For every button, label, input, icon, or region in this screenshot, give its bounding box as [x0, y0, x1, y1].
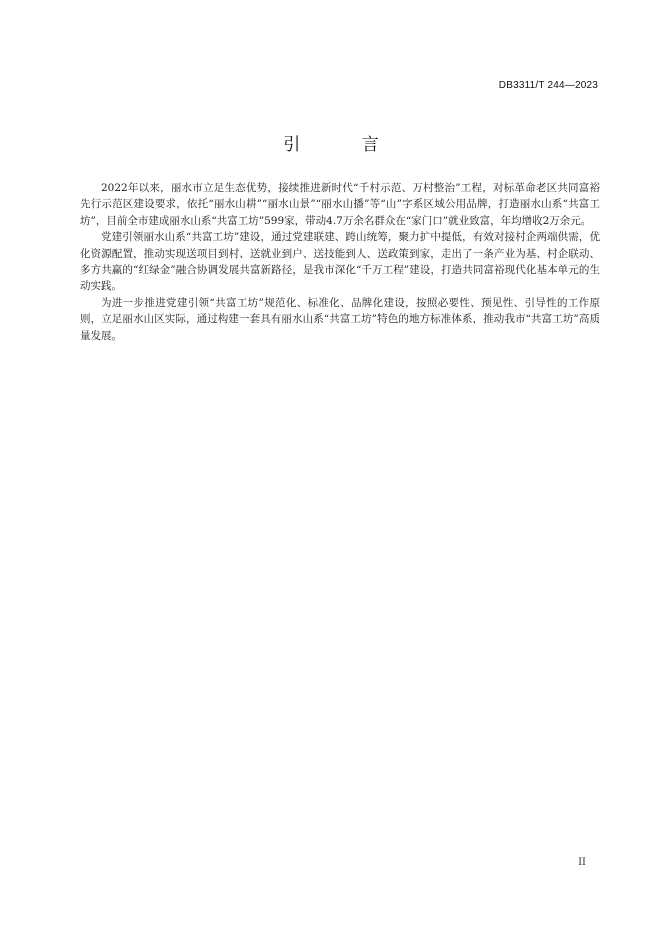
page-title: 引 言: [283, 135, 407, 155]
introduction-body: [80, 180, 600, 344]
paragraph: 2022年以来，丽水市立足生态优势，接续推进新时代“千村示范、万村整治”工程，对标革命老区共同富裕先行示范区建设要求，依托“丽水山耕”“丽水山景”“丽水山播”等“山”字系区域公用品牌，打造丽水山系“共富工坊”，目前全市建成丽水山系“共富工坊”599家，带动4.7万余名群众在“家门口”就业致富，年均增收2万余元。: [80, 182, 600, 227]
document-code: DB3311/T 244—2023: [498, 80, 598, 91]
page-number: II: [578, 857, 586, 868]
paragraph: 为进一步推进党建引领“共富工坊”规范化、标准化、品牌化建设，按照必要性、预见性、引导性的工作原则，立足丽水山区实际，通过构建一套具有丽水山系“共富工坊”特色的地方标准体系，推动我市“共富工坊”高质量发展。: [80, 296, 600, 342]
paragraph: 党建引领丽水山系“共富工坊”建设，通过党建联建、跨山统筹，聚力扩中提低，有效对接村企两端供需，优化资源配置，推动实现送项目到村、送就业到户、送技能到人、送政策到家，走出了一条产业为基、村企联动、多方共赢的“红绿金”融合协调发展共富新路径，是我市深化“千万工程”建设，打造共同富裕现代化基本单元的生动实践。: [80, 231, 600, 293]
